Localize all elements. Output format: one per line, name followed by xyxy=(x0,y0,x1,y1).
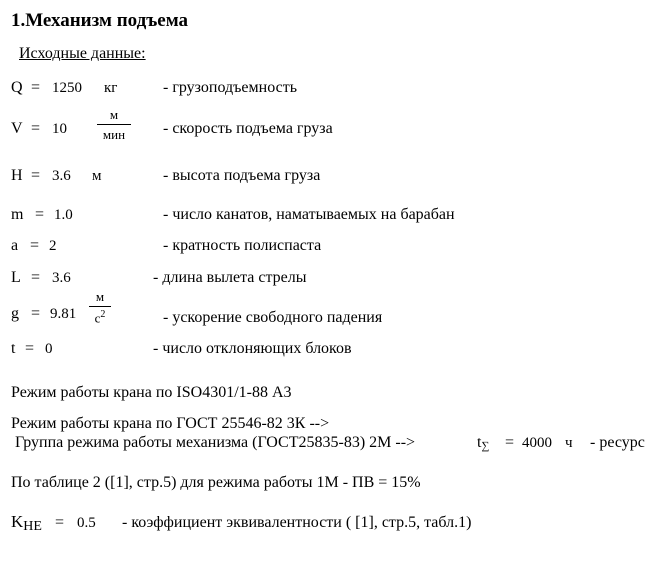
param-symbol: t xyxy=(11,340,16,357)
khe-symbol-base: K xyxy=(11,512,24,531)
param-symbol: Q xyxy=(11,79,23,96)
unit-denominator: мин xyxy=(102,127,126,142)
param-symbol: V xyxy=(11,120,23,137)
resource-equals: = xyxy=(505,434,515,451)
param-description: - длина вылета стрелы xyxy=(153,269,307,286)
mechanism-group-text: Группа режима работы механизма (ГОСТ25835-83) 2М --> xyxy=(15,434,416,451)
unit-exponent: 2 xyxy=(100,309,106,320)
resource-symbol xyxy=(477,434,489,452)
param-equals: = xyxy=(30,237,40,254)
crane-mode-iso: Режим работы крана по ISO4301/1-88 А3 xyxy=(11,384,292,401)
unit-numerator: м xyxy=(109,107,119,122)
unit-fraction xyxy=(82,289,118,326)
param-equals: = xyxy=(31,167,41,184)
param-value: 2 xyxy=(49,238,57,254)
param-symbol: L xyxy=(11,269,21,286)
unit-denominator-base: с xyxy=(94,310,101,326)
param-description: - грузоподъемность xyxy=(163,79,297,96)
param-description: - число отклоняющих блоков xyxy=(153,340,352,357)
unit-denominator xyxy=(82,307,118,326)
param-unit: кг xyxy=(104,80,118,96)
param-description: - ускорение свободного падения xyxy=(163,309,383,326)
param-equals: = xyxy=(31,269,41,286)
resource-subscript: ∑ xyxy=(481,440,490,452)
khe-subscript: НЕ xyxy=(23,519,42,534)
param-value: 10 xyxy=(52,121,67,137)
unit-numerator: м xyxy=(95,289,105,304)
resource-description: - ресурс xyxy=(590,434,645,451)
khe-symbol xyxy=(11,512,42,532)
param-symbol: g xyxy=(11,305,19,322)
param-value: 1250 xyxy=(52,80,82,96)
resource-symbol-base: t xyxy=(477,434,482,451)
table-reference: По таблице 2 ([1], стр.5) для режима работы 1М - ПВ = 15% xyxy=(11,474,421,491)
unit-fraction xyxy=(92,107,136,143)
param-description: - число канатов, наматываемых на барабан xyxy=(163,206,455,223)
param-description: - кратность полиспаста xyxy=(163,237,322,254)
param-equals: = xyxy=(31,79,41,96)
param-unit: м xyxy=(92,168,102,184)
param-equals: = xyxy=(25,340,35,357)
param-equals: = xyxy=(31,120,41,137)
resource-value: 4000 xyxy=(522,435,552,451)
khe-value: 0.5 xyxy=(77,515,96,531)
param-value: 0 xyxy=(45,341,53,357)
param-symbol: m xyxy=(11,206,24,223)
khe-description: - коэффициент эквивалентности ( [1], стр.5, табл.1) xyxy=(122,514,472,531)
param-value: 3.6 xyxy=(52,270,71,286)
param-value: 9.81 xyxy=(50,306,77,322)
param-description: - высота подъема груза xyxy=(163,167,321,184)
resource-unit: ч xyxy=(565,435,573,451)
param-equals: = xyxy=(31,305,41,322)
section-subtitle: Исходные данные: xyxy=(19,45,146,62)
page-title: 1.Механизм подъема xyxy=(11,10,189,31)
param-description: - скорость подъема груза xyxy=(163,120,333,137)
param-symbol: a xyxy=(11,237,19,254)
param-equals: = xyxy=(35,206,45,223)
param-value: 3.6 xyxy=(52,168,71,184)
crane-mode-gost: Режим работы крана по ГОСТ 25546-82 3К --> xyxy=(11,415,330,432)
param-value: 1.0 xyxy=(54,207,73,223)
param-symbol: H xyxy=(11,167,23,184)
khe-equals: = xyxy=(55,514,65,531)
